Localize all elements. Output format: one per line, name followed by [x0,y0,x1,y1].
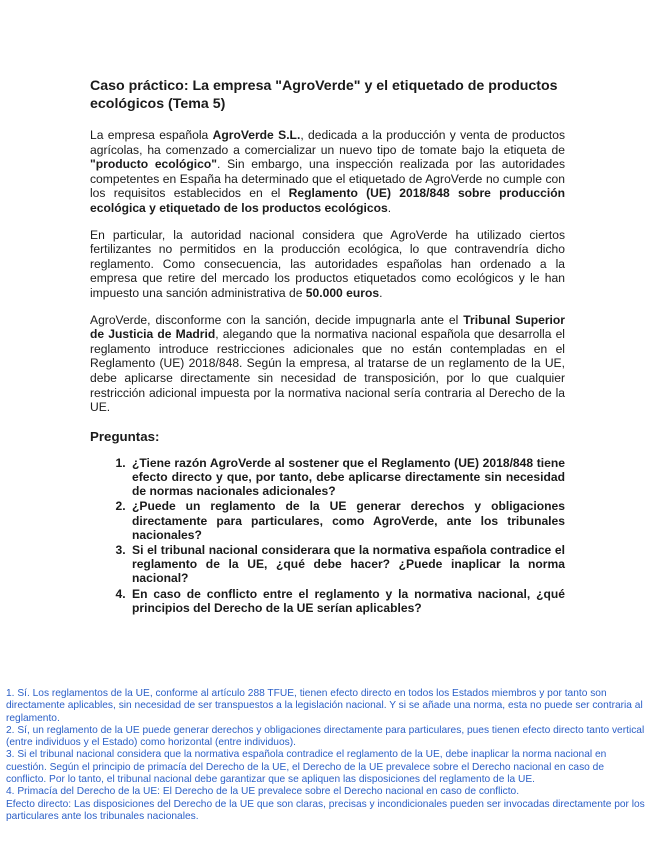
questions-list [90,456,565,615]
paragraph-sanction [90,228,565,301]
text-run: La empresa española [90,128,213,142]
question-item: 1. ¿Tiene razón AgroVerde al sostener que el Reglamento (UE) 2018/848 tiene efecto directo y que, por tanto, debe aplicarse directamente sin necesidad de normas nacionales adicionales? [129,456,565,499]
question-item: 4. En caso de conflicto entre el reglamento y la normativa nacional, ¿qué principios del Derecho de la UE serían aplicables? [129,587,565,615]
answer-4: 4. Primacía del Derecho de la UE: El Derecho de la UE prevalece sobre el Derecho nacional en caso de conflicto. [6,786,520,798]
court-name: Tribunal Superior de Justicia de Madrid [90,312,566,342]
company-name: AgroVerde S.L. [212,128,301,142]
answer-3: 3. Si el tribunal nacional considera que la normativa española contradice el reglamento de la UE, debe inaplicar la norma nacional en cuestión. Según el principio de primacía del Derecho de la UE, el Derecho de la UE prevalece sobre el Derecho nacional en caso de conflicto. Por lo tanto, el tribunal nacional debe garantizar que se apliquen las disposiciones del reglamento de la UE. [6,749,607,786]
document-title: Caso práctico: La empresa "AgroVerde" y el etiquetado de productos ecológicos (Tema 5) [90,78,558,112]
text-run: . [387,200,392,215]
text-run: AgroVerde, disconforme con la sanción, decide impugnarla ante el [90,312,464,327]
text-run: , alegando que la normativa nacional española que desarrolla el reglamento introduce restricciones adicionales que no están contempladas en el Reglamento (UE) 2018/848. Según la empresa, al tratarse de un reglamento de la UE, debe aplicarse directamente sin necesidad de transposición, por lo que cualquier restricción adicional impuesta por la normativa nacional sería contraria al Derecho de la UE. [90,327,565,415]
question-item: 2. ¿Puede un reglamento de la UE generar derechos y obligaciones directamente para particulares, como AgroVerde, ante los tribunales nacionales? [129,499,565,542]
questions-heading: Preguntas: [90,428,160,444]
label-eco-product: "producto ecológico" [90,157,218,172]
paragraph-intro [90,128,565,216]
text-run: En particular, la autoridad nacional considera que AgroVerde ha utilizado ciertos fertilizantes no permitidos en la producción ecológica, lo que contravendría dicho reglamento. Como consecuencia, las autoridades españolas han ordenado a la empresa que retire del mercado los productos etiquetados como ecológicos y le han impuesto una sanción administrativa de [90,227,565,300]
answers-block [6,688,646,823]
question-item: 3. Si el tribunal nacional considerara que la normativa española contradice el reglamento de la UE, ¿qué debe hacer? ¿Puede inaplicar la norma nacional? [129,543,565,586]
answer-1: 1. Sí. Los reglamentos de la UE, conforme al artículo 288 TFUE, tienen efecto directo en todos los Estados miembros y por tanto son directamente aplicables, sin necesidad de ser transpuestos a la legislación nacional. Y si se añade una norma, esta no puede ser contraria al reglamento. [6,688,643,724]
text-run: . [379,285,383,300]
text-run: , dedicada a la producción y venta de productos agrícolas, ha comenzado a comercializar un nuevo tipo de tomate bajo la etiqueta de [90,128,565,157]
answer-4-direct-effect: Efecto directo: Las disposiciones del Derecho de la UE que son claras, precisas y incondicionales pueden ser invocadas directamente por los particulares ante los tribunales nacionales. [6,798,645,822]
answer-2: 2. Sí, un reglamento de la UE puede generar derechos y obligaciones directamente para particulares, pues tienen efecto directo tanto vertical (entre individuos y el Estado) como horizontal (entre individuos). [6,724,645,749]
sanction-amount: 50.000 euros [305,285,380,300]
paragraph-appeal [90,313,565,415]
document-body [90,78,565,616]
regulation-name: Reglamento (UE) 2018/848 sobre producción ecológica y etiquetado de los productos ecológicos [90,186,565,215]
text-run: . Sin embargo, una inspección realizada por las autoridades competentes en España ha determinado que el etiquetado de AgroVerde no cumple con los requisitos establecidos en el [90,157,566,201]
